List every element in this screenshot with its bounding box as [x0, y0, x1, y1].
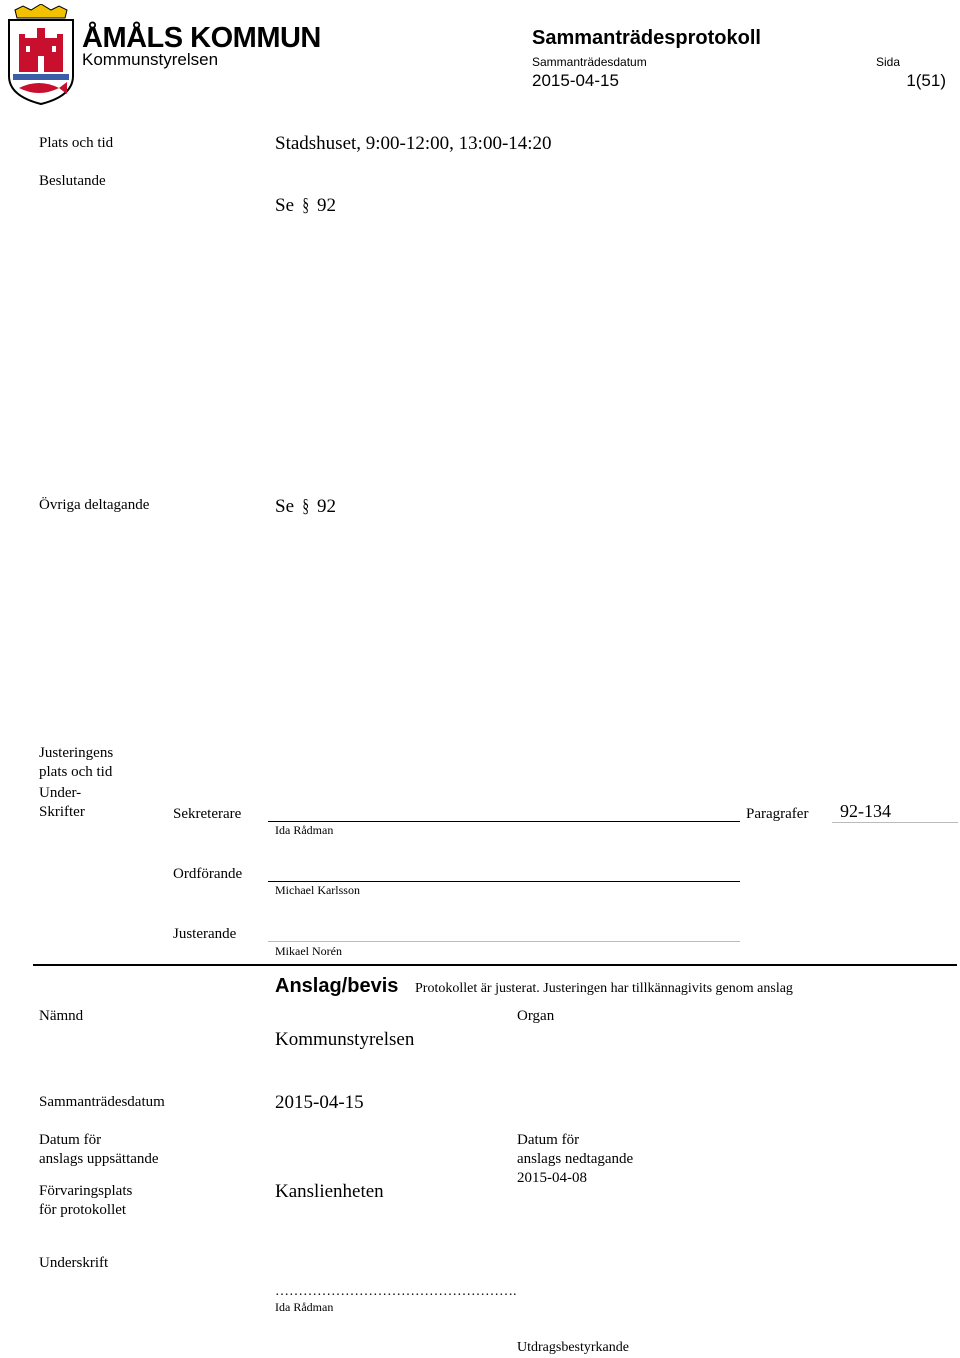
paragrafer-label: Paragrafer	[746, 806, 809, 822]
anslag-title: Anslag/bevis	[275, 975, 399, 997]
ordforande-name: Michael Karlsson	[275, 883, 360, 897]
logo-wordmark: ÅMÅLS KOMMUN	[82, 22, 321, 54]
section-divider	[33, 964, 957, 966]
sammantradesdatum-label: Sammanträdesdatum	[39, 1094, 165, 1110]
anslag-nedtagande-label: Datum för anslags nedtagande 2015-04-08	[517, 1132, 634, 1183]
sekreterare-name: Ida Rådman	[275, 823, 334, 837]
forvaringsplats-label: Förvaringsplats för protokollet	[39, 1183, 133, 1218]
plats-value: Stadshuset, 9:00-12:00, 13:00-14:20	[275, 133, 552, 154]
page-label: Sida	[876, 55, 901, 69]
date-value: 2015-04-15	[532, 71, 619, 90]
paragrafer-line	[832, 822, 958, 823]
organ-label: Organ	[517, 1008, 555, 1024]
justerande-label: Justerande	[173, 926, 237, 942]
beslutande-label: Beslutande	[39, 173, 106, 189]
beslutande-value: Se § 92	[275, 195, 336, 216]
ovriga-label: Övriga deltagande	[39, 497, 150, 513]
doc-title: Sammanträdesprotokoll	[532, 27, 761, 49]
forvaringsplats-value: Kanslienheten	[275, 1181, 384, 1202]
sammantradesdatum-value: 2015-04-15	[275, 1092, 364, 1113]
anslag-nedtagande-value: 2015-04-08	[517, 1170, 587, 1183]
ovriga-value: Se § 92	[275, 496, 336, 517]
anslag-uppsattande-label: Datum för anslags uppsättande	[39, 1132, 159, 1167]
page-value: 1(51)	[906, 71, 946, 90]
justerande-name: Mikael Norén	[275, 944, 342, 958]
paragrafer-value: 92-134	[840, 801, 891, 821]
municipal-crest-logo	[5, 4, 77, 106]
justering-plats-label: Justeringens plats och tid	[39, 745, 114, 780]
underskrift-label: Underskrift	[39, 1255, 109, 1271]
plats-label: Plats och tid	[39, 135, 114, 151]
underskrift-name: Ida Rådman	[275, 1300, 334, 1314]
namnd-label: Nämnd	[39, 1008, 84, 1024]
sekreterare-label: Sekreterare	[173, 806, 242, 822]
justerande-line	[268, 941, 740, 942]
underskrift-dots: …………………………………………….	[275, 1284, 517, 1299]
utdragsbestyrkande: Utdragsbestyrkande	[517, 1340, 629, 1355]
ordforande-label: Ordförande	[173, 866, 243, 882]
anslag-text: Protokollet är justerat. Justeringen har tillkännagivits genom anslag	[415, 981, 793, 996]
underskrifter-label: Under- Skrifter	[39, 785, 85, 820]
header-org: Kommunstyrelsen	[82, 50, 219, 69]
date-label: Sammanträdesdatum	[532, 55, 647, 69]
sekreterare-line	[268, 821, 740, 822]
ordforande-line	[268, 881, 740, 882]
namnd-value: Kommunstyrelsen	[275, 1029, 415, 1050]
